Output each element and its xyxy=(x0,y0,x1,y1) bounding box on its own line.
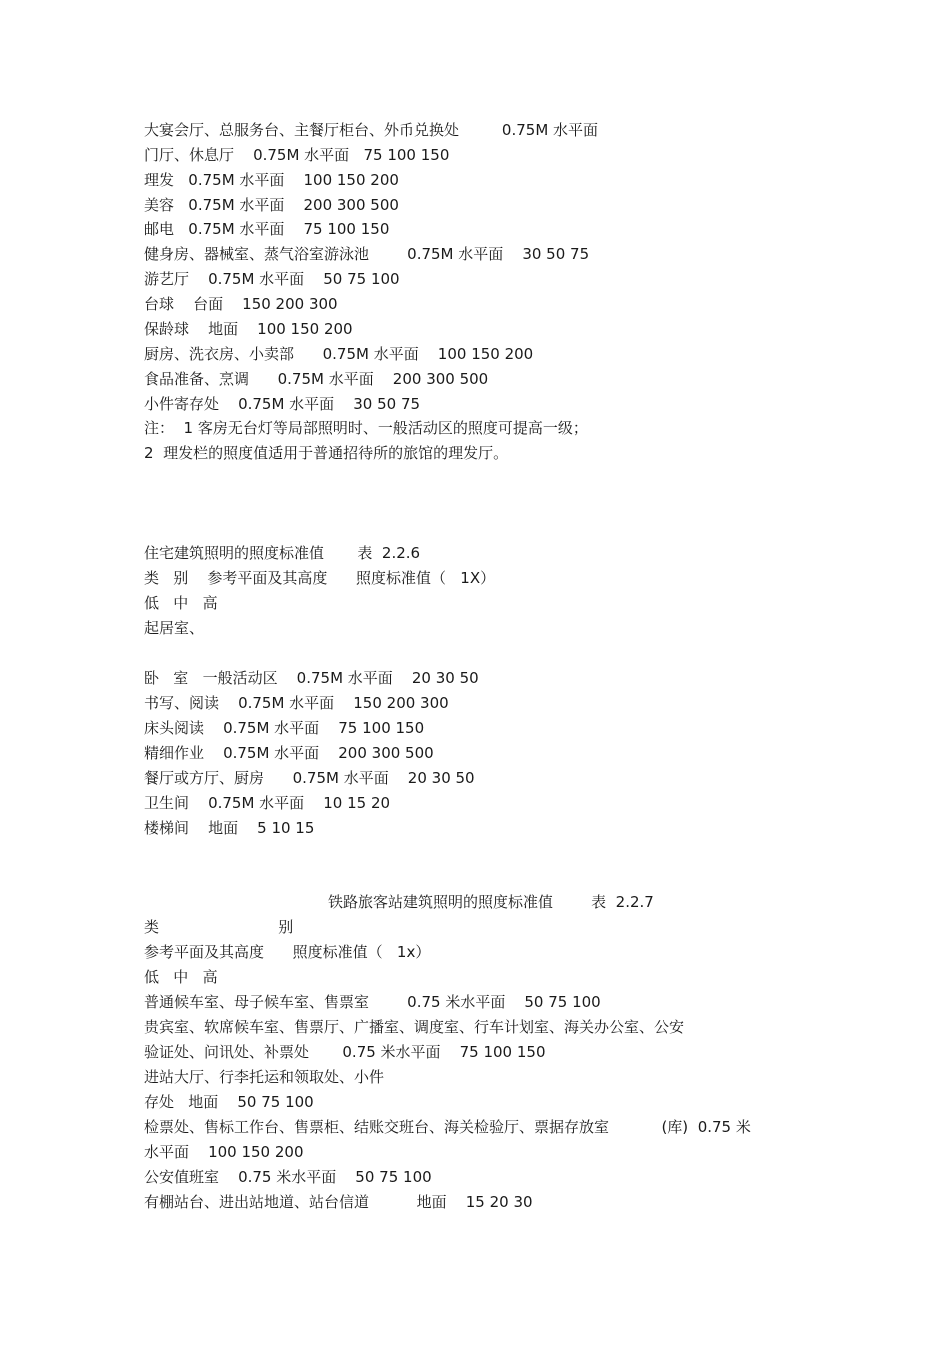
text-line: 游艺厅 0.75M 水平面 50 75 100 xyxy=(144,270,400,288)
text-line: 进站大厅、行李托运和领取处、小件 xyxy=(144,1068,385,1086)
note-line: 2 理发栏的照度值适用于普通招待所的旅馆的理发厅。 xyxy=(144,444,509,462)
table-header: 类 别 参考平面及其高度 照度标准值（ 1X） xyxy=(144,569,496,587)
table-header: 参考平面及其高度 照度标准值（ 1x） xyxy=(144,943,431,961)
text-line: 美容 0.75M 水平面 200 300 500 xyxy=(144,196,399,214)
text-line: 餐厅或方厅、厨房 0.75M 水平面 20 30 50 xyxy=(144,769,475,787)
text-line: 食品准备、烹调 0.75M 水平面 200 300 500 xyxy=(144,370,489,388)
text-line: 台球 台面 150 200 300 xyxy=(144,295,338,313)
text-line: 保龄球 地面 100 150 200 xyxy=(144,320,353,338)
text-line: 健身房、器械室、蒸气浴室游泳池 0.75M 水平面 30 50 75 xyxy=(144,245,590,263)
table-title: 住宅建筑照明的照度标准值 表 2.2.6 xyxy=(144,544,421,562)
text-line: 卧 室 一般活动区 0.75M 水平面 20 30 50 xyxy=(144,669,479,687)
text-line: 理发 0.75M 水平面 100 150 200 xyxy=(144,171,399,189)
text-line: 有棚站台、进出站地道、站台信道 地面 15 20 30 xyxy=(144,1193,533,1211)
text-line: 小件寄存处 0.75M 水平面 30 50 75 xyxy=(144,395,421,413)
note-line: 注： 1 客房无台灯等局部照明时、一般活动区的照度可提高一级； xyxy=(144,419,588,437)
table-header: 类 别 xyxy=(144,918,294,936)
text-line: 卫生间 0.75M 水平面 10 15 20 xyxy=(144,794,391,812)
text-line: 水平面 100 150 200 xyxy=(144,1143,304,1161)
text-line: 检票处、售标工作台、售票柜、结账交班台、海关检验厅、票据存放室 (库) 0.75 米 xyxy=(144,1118,751,1136)
text-line: 楼梯间 地面 5 10 15 xyxy=(144,819,315,837)
text-line: 存处 地面 50 75 100 xyxy=(144,1093,314,1111)
text-line: 门厅、休息厅 0.75M 水平面 75 100 150 xyxy=(144,146,450,164)
text-line: 大宴会厅、总服务台、主餐厅柜台、外币兑换处 0.75M 水平面 xyxy=(144,121,599,139)
text-line: 邮电 0.75M 水平面 75 100 150 xyxy=(144,220,390,238)
text-line: 厨房、洗衣房、小卖部 0.75M 水平面 100 150 200 xyxy=(144,345,534,363)
text-line: 验证处、问讯处、补票处 0.75 米水平面 75 100 150 xyxy=(144,1043,546,1061)
text-line: 精细作业 0.75M 水平面 200 300 500 xyxy=(144,744,434,762)
text-line: 贵宾室、软席候车室、售票厅、广播室、调度室、行车计划室、海关办公室、公安 xyxy=(144,1018,685,1036)
text-line: 公安值班室 0.75 米水平面 50 75 100 xyxy=(144,1168,432,1186)
text-line: 起居室、 xyxy=(144,619,205,637)
text-line: 普通候车室、母子候车室、售票室 0.75 米水平面 50 75 100 xyxy=(144,993,601,1011)
text-line: 床头阅读 0.75M 水平面 75 100 150 xyxy=(144,719,425,737)
text-line: 书写、阅读 0.75M 水平面 150 200 300 xyxy=(144,694,449,712)
table-header: 低 中 高 xyxy=(144,594,218,612)
table-title: 铁路旅客站建筑照明的照度标准值 表 2.2.7 xyxy=(328,893,654,911)
table-header: 低 中 高 xyxy=(144,968,218,986)
